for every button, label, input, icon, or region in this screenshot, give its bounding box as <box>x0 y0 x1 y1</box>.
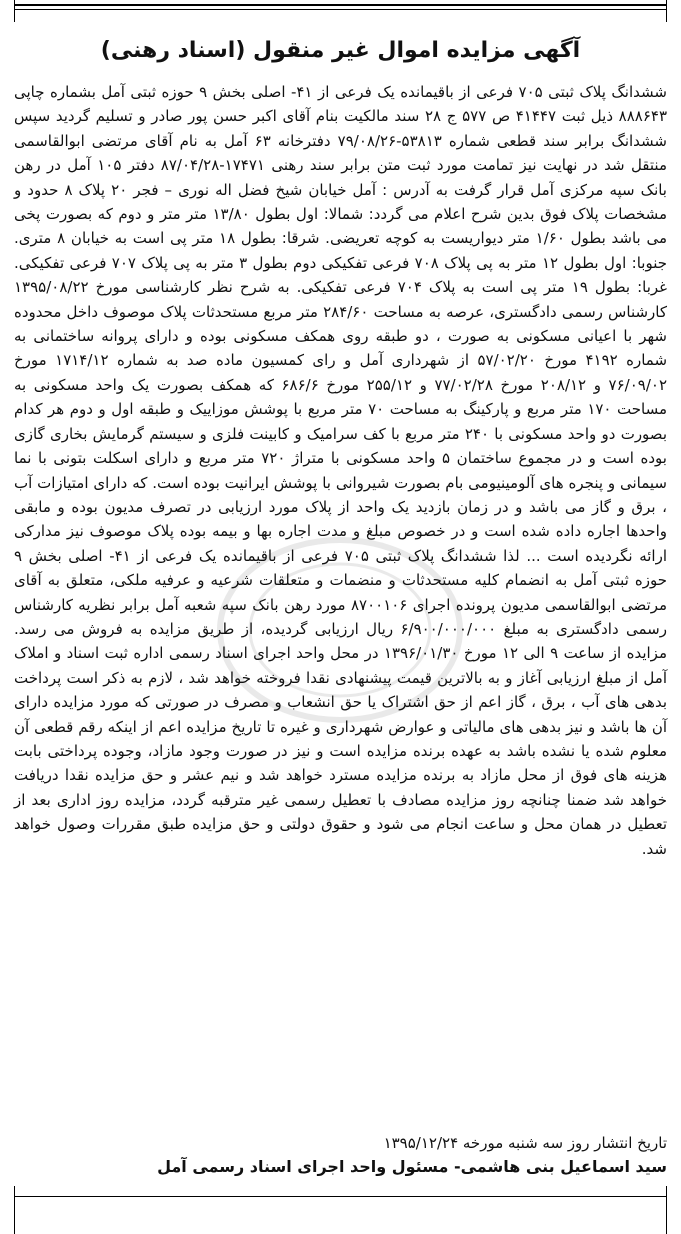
notice-body: ششدانگ پلاک ثبتی ۷۰۵ فرعی از باقیمانده یک فرعی از ۴۱- اصلی بخش ۹ حوزه ثبتی آمل بشماره چاپی ۸۸۸۶۴۳ ذیل ثبت ۴۱۴۴۷ ص ۵۷۷ ج ۲۸ سند مالکیت بنام آقای اکبر حسن پور صادر و تسلیم گردید سپس ششدانگ برابر سند قطعی شماره ۵۳۸۱۳-۷۹/۰۸/۲۶ دفترخانه ۶۳ آمل به نام آقای مرتضی ابوالقاسمی منتقل شد در نهایت نیز تمامت مورد ثبت متن برابر سند رهنی ۱۷۴۷۱-۸۷/۰۴/۲۸ دفتر ۱۰۵ آمل در رهن بانک سپه مرکزی آمل قرار گرفت به آدرس : آمل خیابان شیخ فضل اله نوری – فجر ۲۰ پلاک ۸ حدود و مشخصات پلاک فوق بدین شرح اعلام می گردد: شمالا: اول بطول ۱۳/۸۰ متر متر و دوم که بصورت پخی می باشد بطول ۱/۶۰ متر دیواریست به کوچه تعریضی. شرقا: بطول ۱۸ متر پی است به خیابان ۸ متری. جنوبا: اول بطول ۱۲ متر به پی پلاک ۷۰۸ فرعی تفکیکی دوم بطول ۳ متر به پی پلاک ۷۰۷ فرعی تفکیکی. غربا: بطول ۱۹ متر پی است به پلاک ۷۰۴ فرعی تفکیکی. به شرح نظر کارشناسی مورخ ۱۳۹۵/۰۸/۲۲ کارشناس رسمی دادگستری، عرصه به مساحت ۲۸۴/۶۰ متر مربع مستحدثات پلاک موصوف داخل محدوده شهر با اعیانی مسکونی به صورت ، دو طبقه روی همکف مسکونی بوده و دارای پروانه ساختمانی به شماره ۴۱۹۲ مورخ ۵۷/۰۲/۲۰ از شهرداری آمل و رای کمسیون ماده صد به شماره ۱۷۱۴/۱۲ مورخ ۷۶/۰۹/۰۲ و ۲۰۸/۱۲ مورخ ۷۷/۰۲/۲۸ و ۲۵۵/۱۲ مورخ ۶۸۶/۶ که همکف بصورت یک واحد مسکونی به مساحت ۱۷۰ متر مربع و پارکینگ به مساحت ۷۰ متر مربع با پوشش موزاییک و طبقه اول و دوم هر کدام بصورت دو واحد مسکونی با ۲۴۰ متر مربع با کف سرامیک و کابینت فلزی و سیستم گرمایش بخاری گازی بوده است و در مجموع ساختمان ۵ واحد مسکونی با متراژ ۷۲۰ متر مربع و دارای اسکلت بتونی با نما سیمانی و پنجره های آلومینیومی بام بصورت شیروانی با پوشش ایرانیت بوده است. که دارای امتیازات آب ، برق و گاز می باشد و در زمان بازدید یک واحد از پلاک مورد ارزیابی در تصرف مدیون بوده و مابقی واحدها اجاره داده شده است و در خصوص مبلغ و مدت اجاره بها و بیمه بوده پلاک موصوف نیز مدارکی ارائه نگردیده است ... لذا ششدانگ پلاک ثبتی ۷۰۵ فرعی از باقیمانده یک فرعی از ۴۱- اصلی بخش ۹ حوزه ثبتی آمل به انضمام کلیه مستحدثات و منضمات و متعلقات شرعیه و عرفیه ملکی، متعلق به آقای مرتضی ابوالقاسمی مدیون پرونده اجرای ۸۷۰۰۱۰۶ مورد رهن بانک سپه شعبه آمل برابر نظریه کارشناس رسمی دادگستری به مبلغ ۶/۹۰۰/۰۰۰/۰۰۰ ریال ارزیابی گردیده، از طریق مزایده به فروش می رسد. مزایده از ساعت ۹ الی ۱۲ مورخ ۱۳۹۶/۰۱/۳۰ در محل واحد اجرای اسناد رسمی اداره ثبت اسناد و املاک آمل از مبلغ ارزیابی آغاز و به بالاترین قیمت پیشنهادی نقدا فروخته خواهد شد ، لازم به ذکر است پرداخت بدهی های آب ، برق ، گاز اعم از حق اشتراک یا حق انشعاب و مصرف در صورتی که مورد مزایده دارای آن ها باشد و نیز بدهی های مالیاتی و عوارض شهرداری و غیره تا تاریخ مزایده اعم از اینکه رقم قطعی آن معلوم شده یا نشده باشد به عهده برنده مزایده است و نیز در صورت وجود مازاد، وجوده پرداختی بابت هزینه های فوق از محل مازاد به برنده مزایده مسترد خواهد شد و نیم عشر و حق مزایده نقدا دریافت خواهد شد ضمنا چنانچه روز مزایده مصادف با تعطیل رسمی غیر مترقبه گردد، مزایده روز اداری بعد از تعطیل در همان محل و ساعت انجام می شود و حقوق دولتی و حق مزایده طبق مقررات وصول خواهد شد. <box>14 83 668 858</box>
signature-line: سید اسماعیل بنی هاشمی- مسئول واحد اجرای اسناد رسمی آمل <box>157 1157 667 1176</box>
bottom-border-rule <box>14 1196 667 1197</box>
publication-date: تاریخ انتشار روز سه شنبه مورخه ۱۳۹۵/۱۲/۲۴ <box>383 1134 667 1152</box>
notice-title: آگهی مزایده اموال غیر منقول (اسناد رهنی) <box>100 38 581 63</box>
bottom-left-border-rule <box>14 1186 15 1234</box>
top-border-rule-thin <box>14 9 667 10</box>
left-border-rule <box>14 0 15 22</box>
bottom-right-border-rule <box>666 1186 667 1234</box>
top-border-rule <box>14 4 667 6</box>
right-border-rule <box>666 0 667 22</box>
